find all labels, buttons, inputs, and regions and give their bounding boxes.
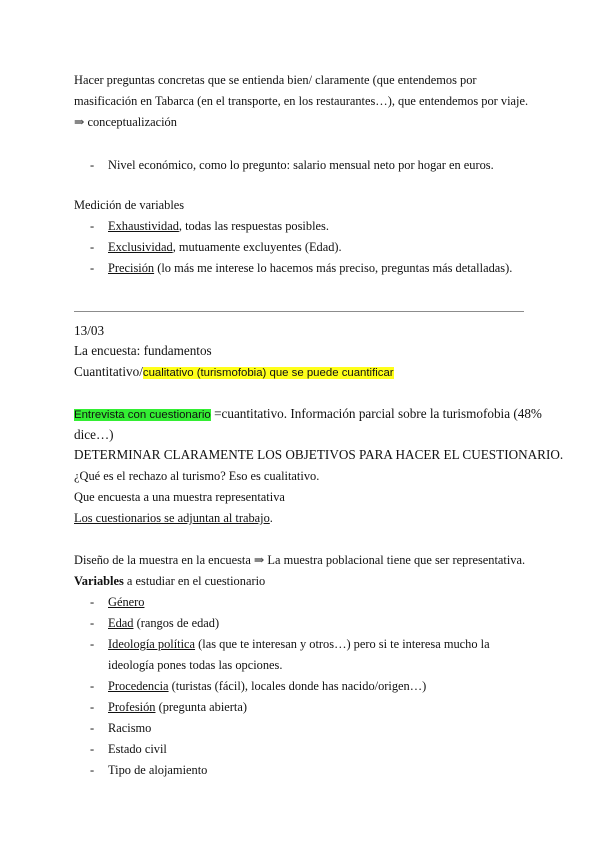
bullet-economic-text: Nivel económico, como lo pregunto: salario mensual neto por hogar en euros.: [108, 158, 494, 172]
adjuntan-text: Los cuestionarios se adjuntan al trabajo: [74, 511, 270, 525]
variable-term: Edad: [108, 616, 134, 630]
variable-rest: (turistas (fácil), locales donde has nacido/origen…): [168, 679, 427, 693]
intro-line-3: ⇒ conceptualización: [74, 115, 177, 129]
adjuntan-line: [74, 510, 273, 526]
intro-line-1: Hacer preguntas concretas que se entienda bien/ claramente (que entendemos por: [74, 73, 477, 87]
session-date: 13/03: [74, 323, 105, 338]
variable-term: Profesión: [108, 700, 156, 714]
variables-rest: a estudiar en el cuestionario: [123, 574, 266, 588]
muestra-line: Que encuesta a una muestra representativa: [74, 490, 285, 504]
adjuntan-end: .: [269, 511, 273, 525]
horizontal-divider: [74, 311, 524, 312]
interview-cont: dice…): [74, 427, 114, 442]
session-title: La encuesta: fundamentos: [74, 343, 212, 358]
variable-item: Racismo: [108, 721, 152, 735]
medicion-item: [108, 260, 512, 276]
medicion-item: [108, 239, 342, 255]
quant-prefix: Cuantitativo/: [74, 364, 143, 379]
bullet-dash: -: [90, 616, 95, 630]
medicion-item: [108, 218, 329, 234]
bullet-dash: -: [90, 595, 95, 609]
intro-line-2: masificación en Tabarca (en el transporte, en los restaurantes…), que entendemos por viaje.: [74, 94, 529, 108]
quant-line: [74, 364, 394, 381]
bullet-dash: -: [90, 240, 95, 254]
variable-rest: (rangos de edad): [133, 616, 220, 630]
bullet-dash: -: [90, 721, 95, 735]
interview-line: [74, 406, 542, 423]
variable-rest: (pregunta abierta): [155, 700, 248, 714]
medicion-term: Exhaustividad: [108, 219, 179, 233]
variable-item: [108, 678, 426, 694]
variable-item: Tipo de alojamiento: [108, 763, 208, 777]
rechazo-line: ¿Qué es el rechazo al turismo? Eso es cualitativo.: [74, 469, 320, 483]
bullet-dash: -: [90, 763, 95, 777]
medicion-rest: (lo más me interese lo hacemos más preciso, preguntas más detalladas).: [154, 261, 513, 275]
bullet-dash: -: [90, 679, 95, 693]
bullet-dash: -: [90, 261, 95, 275]
bullet-dash: -: [90, 742, 95, 756]
bullet-dash: -: [90, 637, 95, 651]
interview-rest: =cuantitativo. Información parcial sobre la turismofobia (48%: [210, 406, 542, 421]
bullet-dash: -: [90, 219, 95, 233]
variable-term: Género: [108, 595, 145, 609]
medicion-rest: , mutuamente excluyentes (Edad).: [172, 240, 342, 254]
variable-item: [108, 615, 219, 631]
variable-rest: (las que te interesan y otros…) pero si te interesa mucho la: [195, 637, 490, 651]
variables-line: [74, 573, 265, 589]
medicion-rest: , todas las respuestas posibles.: [178, 219, 329, 233]
variable-item: [108, 636, 490, 652]
medicion-term: Precisión: [108, 261, 155, 275]
variables-bold: Variables: [74, 574, 124, 588]
diseno-line: Diseño de la muestra en la encuesta ⇒ La muestra poblacional tiene que ser representativa.: [74, 553, 526, 567]
variable-item: [108, 594, 144, 610]
interview-highlight: Entrevista con cuestionario: [74, 409, 211, 421]
medicion-term: Exclusividad: [108, 240, 173, 254]
objectives-line: DETERMINAR CLARAMENTE LOS OBJETIVOS PARA HACER EL CUESTIONARIO.: [74, 447, 564, 462]
variable-term: Procedencia: [108, 679, 169, 693]
variable-term: Ideología política: [108, 637, 196, 651]
quant-highlight: cualitativo (turismofobia) que se puede cuantificar: [142, 367, 394, 379]
variable-item: [108, 699, 247, 715]
medicion-heading: Medición de variables: [74, 198, 185, 212]
variable-item: Estado civil: [108, 742, 167, 756]
bullet-dash: -: [90, 700, 95, 714]
bullet-dash: -: [90, 158, 95, 172]
variable-item-cont: ideología pones todas las opciones.: [108, 658, 283, 672]
